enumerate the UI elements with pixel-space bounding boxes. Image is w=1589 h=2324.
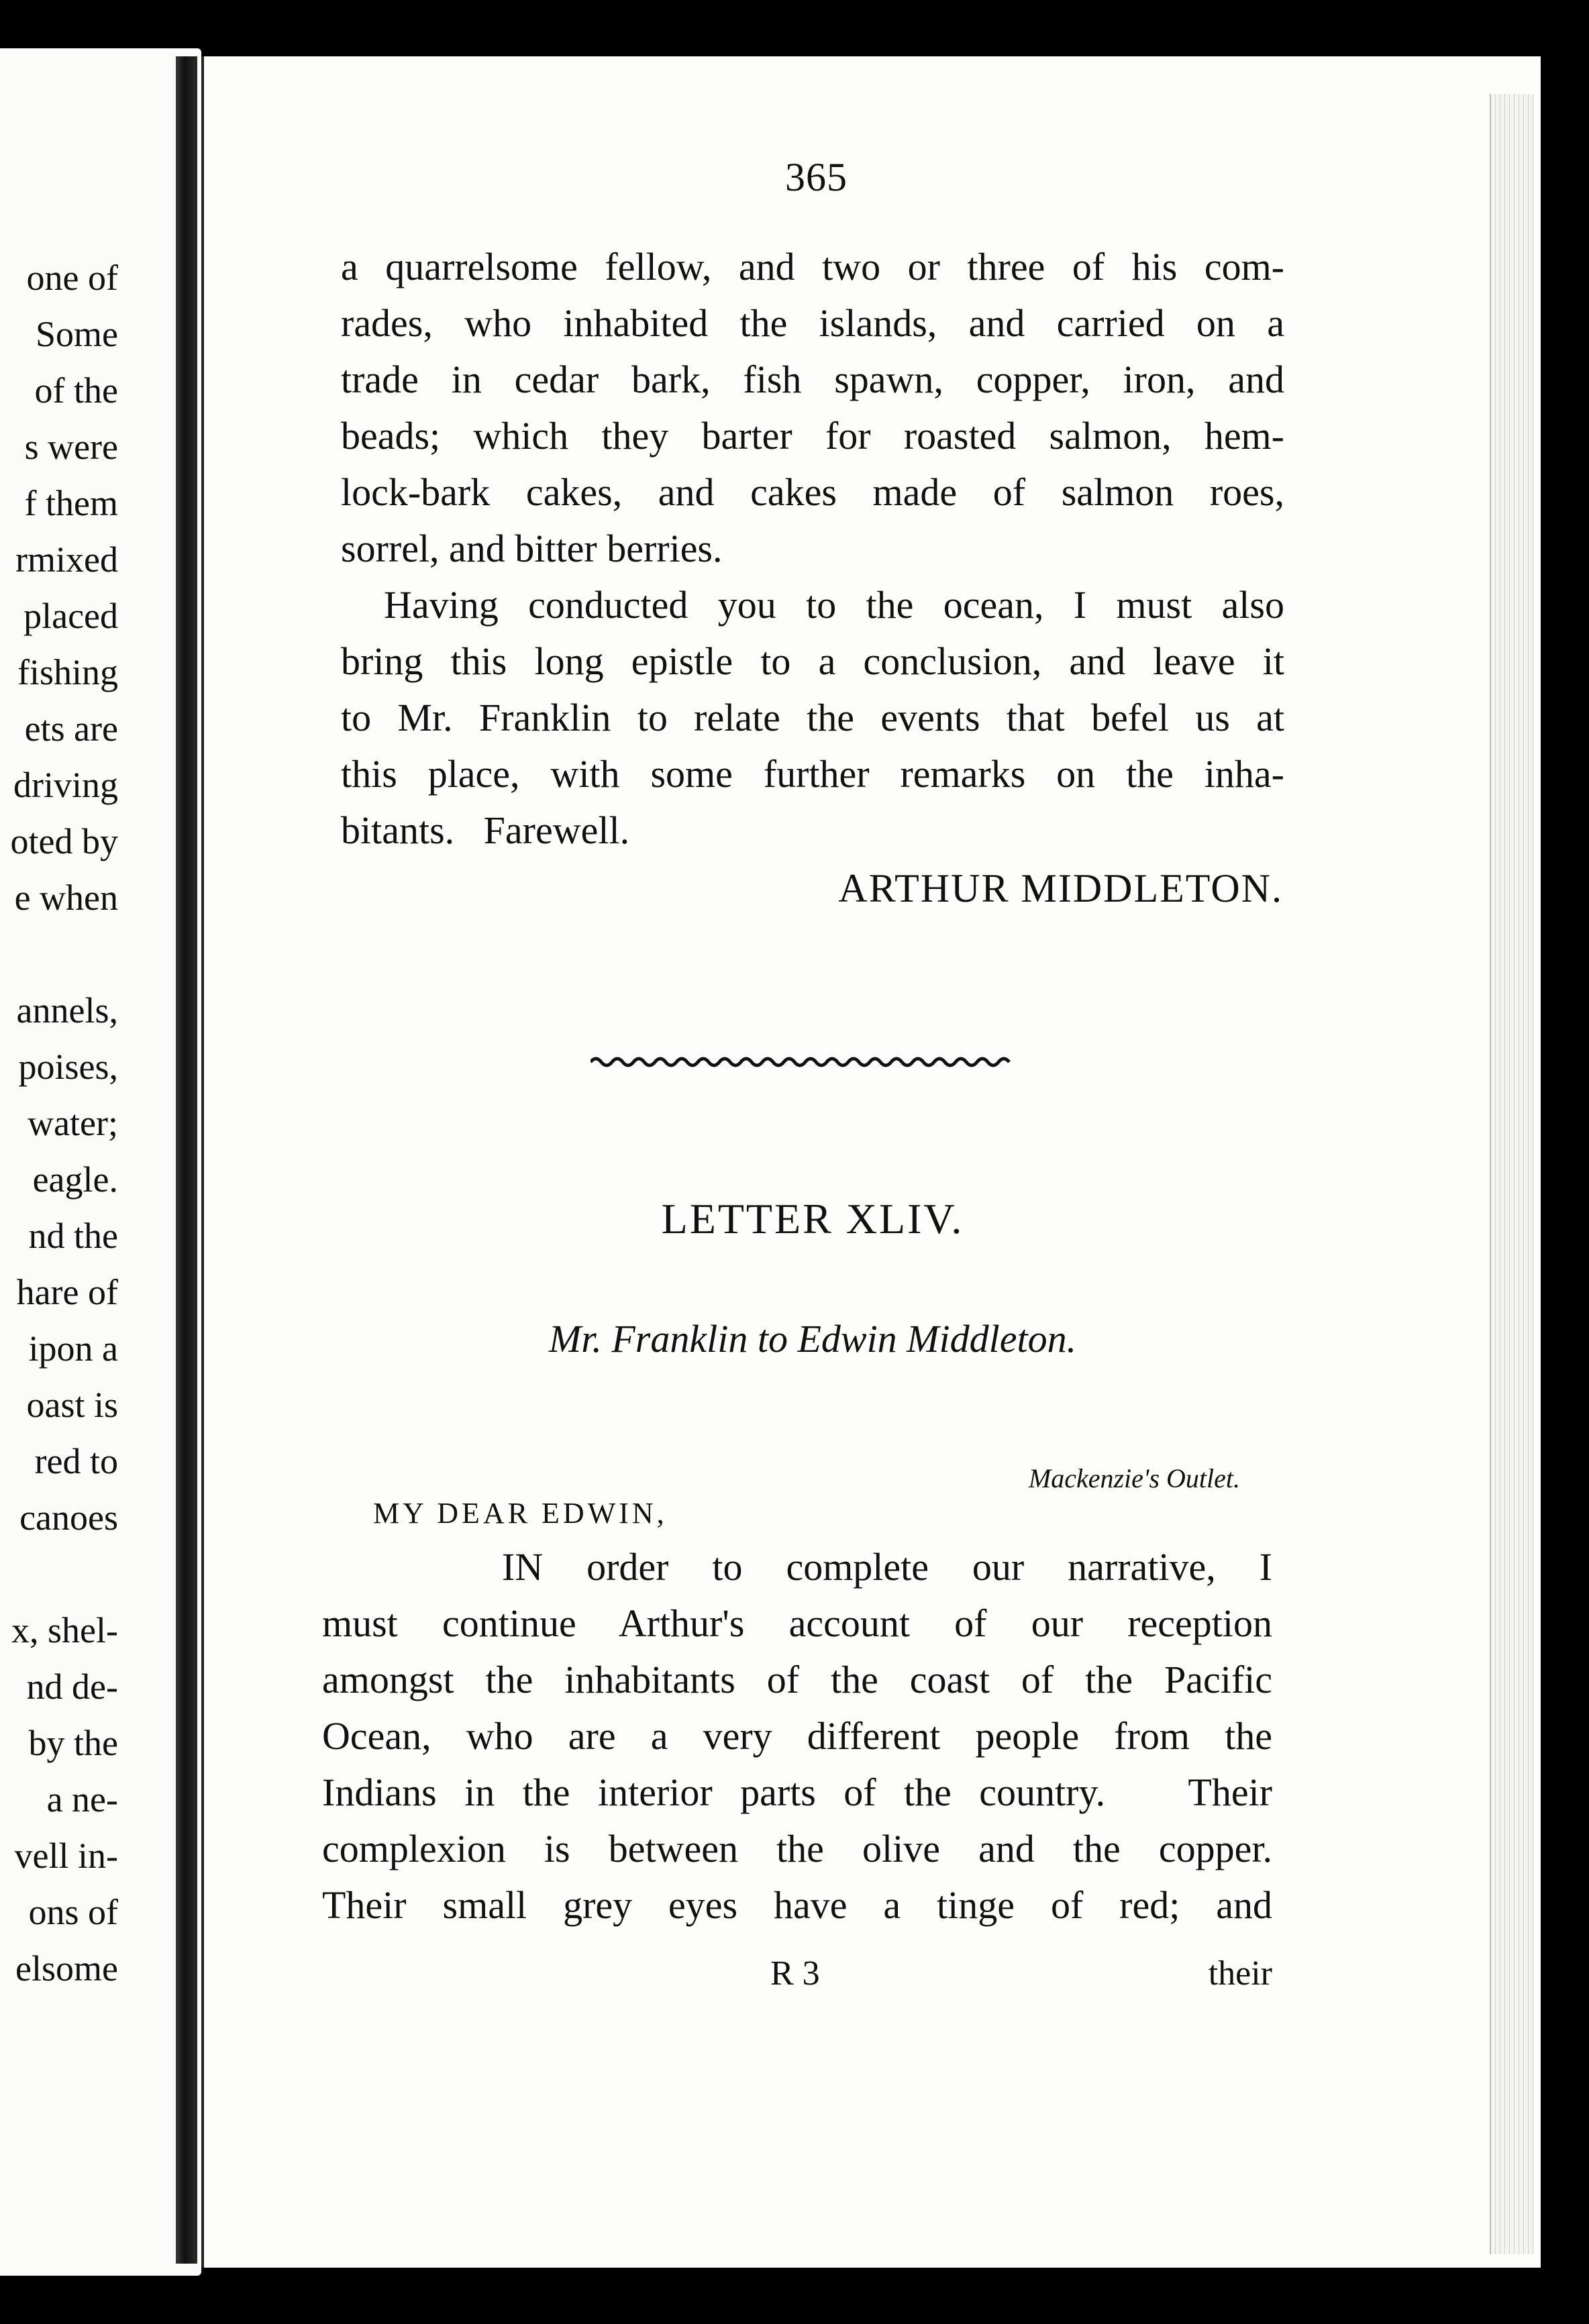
left-line: ons of	[28, 1892, 118, 1932]
text-line: must continue Arthur's account of our reception	[322, 1601, 1272, 1645]
left-line: s were	[24, 427, 118, 467]
left-line: of the	[34, 370, 118, 411]
left-line: driving	[13, 765, 118, 805]
text-line: sorrel, and bitter berries.	[341, 527, 723, 570]
paragraph-3	[322, 1539, 1272, 1934]
text-line: a quarrelsome fellow, and two or three of his com-	[341, 245, 1284, 288]
left-line: Some	[35, 314, 118, 354]
left-line: ipon a	[28, 1328, 118, 1369]
text-line: amongst the inhabitants of the coast of the Pacific	[322, 1658, 1272, 1701]
salutation: MY DEAR EDWIN,	[373, 1497, 668, 1530]
left-line: placed	[23, 596, 118, 636]
letter-place: Mackenzie's Outlet.	[1028, 1463, 1240, 1493]
text-line: IN order to complete our narrative, I	[502, 1545, 1272, 1589]
text-line: complexion is between the olive and the copper.	[322, 1827, 1272, 1870]
text-line: Their small grey eyes have a tinge of red; and	[322, 1883, 1272, 1927]
left-line: elsome	[15, 1948, 118, 1989]
page-edges	[1490, 94, 1534, 2254]
left-line: oted by	[10, 821, 118, 861]
paragraph-2	[341, 577, 1284, 859]
catchword: their	[1208, 1954, 1272, 1993]
paragraph-1	[341, 239, 1284, 577]
left-line: one of	[26, 258, 118, 298]
letter-subtitle: Mr. Franklin to Edwin Middleton.	[548, 1317, 1077, 1361]
left-line: nd de-	[26, 1667, 118, 1707]
text-line: trade in cedar bark, fish spawn, copper, iron, and	[341, 358, 1284, 401]
signature: ARTHUR MIDDLETON.	[838, 866, 1283, 910]
ornamental-rule	[591, 1055, 1013, 1069]
left-page-text	[0, 250, 118, 1997]
left-line: eagle.	[32, 1159, 118, 1200]
left-facing-page	[0, 48, 201, 2276]
text-line: Ocean, who are a very different people from the	[322, 1714, 1272, 1758]
left-line: e when	[14, 878, 118, 918]
text-line: lock-bark cakes, and cakes made of salmon roes,	[341, 470, 1284, 514]
signature-mark: R 3	[770, 1954, 820, 1993]
left-line: hare of	[16, 1272, 118, 1312]
letter-title: LETTER XLIV.	[661, 1195, 964, 1243]
left-line: a ne-	[46, 1779, 118, 1819]
left-line: red to	[34, 1441, 118, 1481]
left-line	[0, 926, 118, 982]
left-line	[0, 1546, 118, 1602]
page-number: 365	[785, 155, 848, 199]
left-line: ets are	[24, 708, 118, 749]
book-gutter	[176, 56, 197, 2264]
text-line: rades, who inhabited the islands, and carried on a	[341, 301, 1284, 345]
left-line: f them	[24, 483, 118, 523]
text-line: bitants. Farewell.	[341, 808, 630, 852]
text-line: this place, with some further remarks on the inha-	[341, 752, 1284, 796]
text-line: Having conducted you to the ocean, I must also	[384, 583, 1284, 627]
text-line: bring this long epistle to a conclusion, and leave it	[341, 639, 1284, 683]
left-line: fishing	[17, 652, 118, 692]
left-line: poises,	[18, 1047, 118, 1087]
text-line: Indians in the interior parts of the country. Their	[322, 1771, 1272, 1814]
text-line: beads; which they barter for roasted salmon, hem-	[341, 414, 1284, 458]
left-line: rmixed	[15, 539, 118, 580]
text-line: to Mr. Franklin to relate the events that befel us at	[341, 696, 1284, 739]
left-line: annels,	[16, 990, 118, 1031]
left-line: vell in-	[14, 1836, 118, 1876]
left-line: water;	[28, 1103, 118, 1143]
left-line: nd the	[28, 1216, 118, 1256]
left-line: x, shel-	[11, 1610, 118, 1650]
left-line: canoes	[19, 1497, 118, 1538]
left-line: by the	[28, 1723, 118, 1763]
left-line: oast is	[26, 1385, 118, 1425]
